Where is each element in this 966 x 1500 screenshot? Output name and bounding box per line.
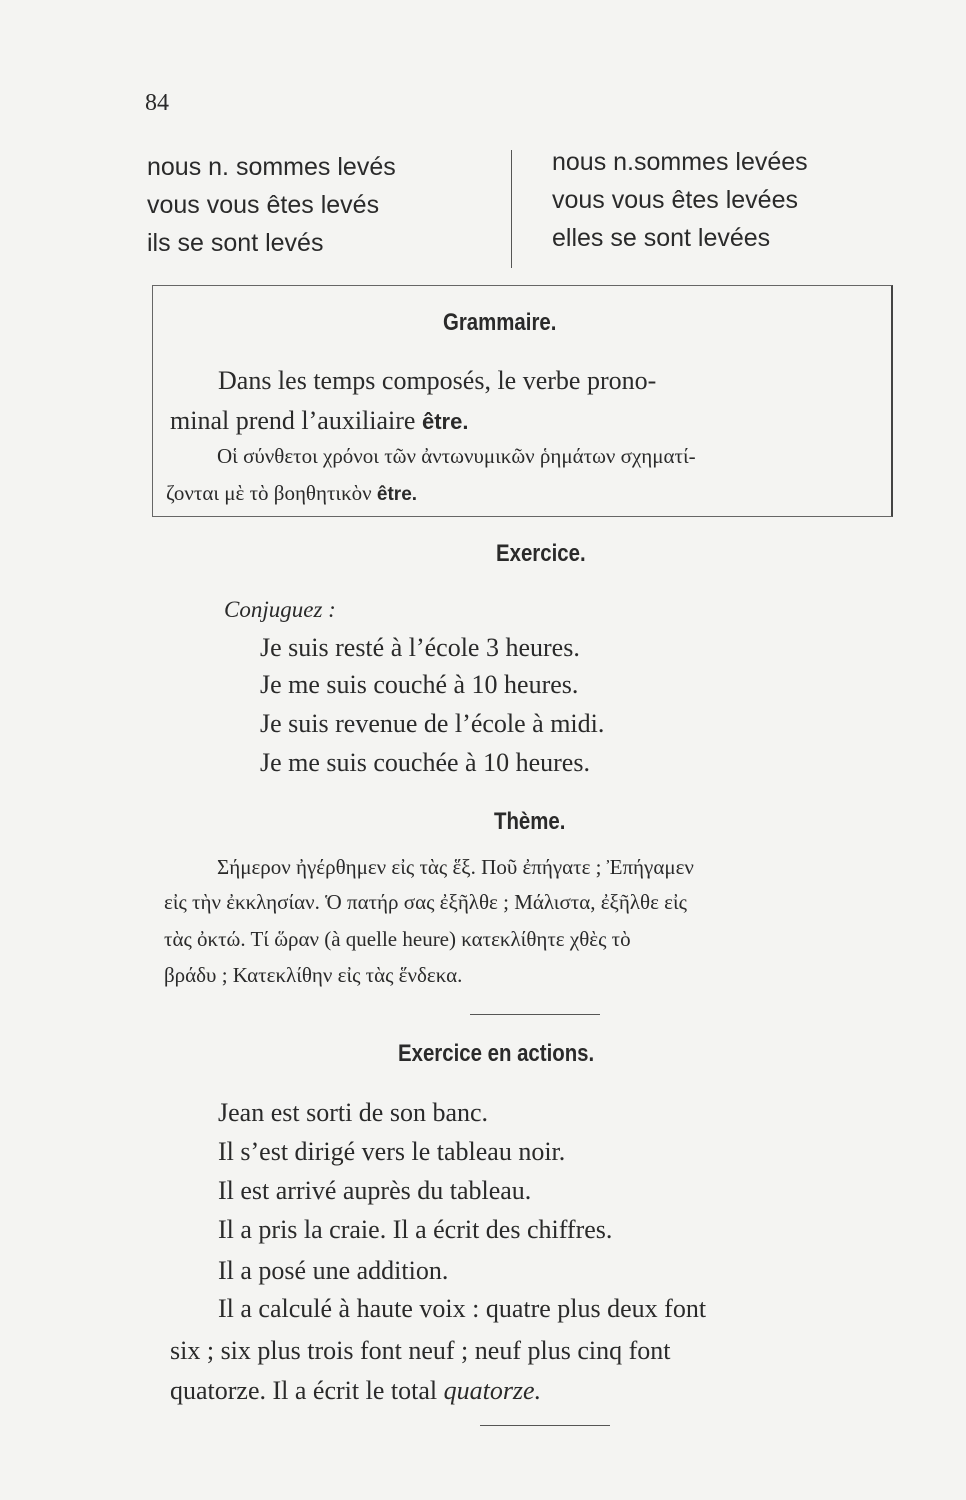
exercise-instruction: Conjuguez : <box>224 597 336 622</box>
exercise-sentence: Je me suis couchée à 10 heures. <box>260 748 590 777</box>
section-divider <box>480 1425 610 1426</box>
actions-line: Jean est sorti de son banc. <box>218 1098 489 1127</box>
conjugation-feminine <box>552 143 808 257</box>
actions-line: Il a pris la craie. Il a écrit des chiffres. <box>218 1215 613 1244</box>
grammar-greek-text: ζονται μὲ τὸ βοηθητικὸν <box>166 481 372 505</box>
actions-heading: Exercice en actions. <box>398 1040 595 1067</box>
exercise-sentence: Je suis resté à l’école 3 heures. <box>260 633 580 662</box>
actions-line <box>170 1376 541 1406</box>
grammar-rule-text: minal prend l’auxiliaire <box>170 406 416 435</box>
grammar-greek-line: Οἱ σύνθετοι χρόνοι τῶν ἀντωνυμικῶν ῥημάτων σχηματί- <box>217 444 696 468</box>
exercise-heading: Exercice. <box>496 540 586 567</box>
conjugation-line: nous n.sommes levées <box>552 148 808 176</box>
theme-line: Σήμερον ἠγέρθημεν εἰς τὰς ἕξ. Ποῦ ἐπήγατε ; Ἐπήγαμεν <box>217 855 694 879</box>
actions-total-word: quatorze. <box>443 1376 542 1405</box>
grammar-heading: Grammaire. <box>443 309 557 336</box>
grammar-bold-term: être. <box>421 409 469 434</box>
section-divider <box>470 1014 600 1015</box>
exercise-sentence: Je me suis couché à 10 heures. <box>260 670 579 699</box>
column-divider <box>511 150 512 268</box>
conjugation-line: vous vous êtes levées <box>552 186 798 214</box>
conjugation-line: elles se sont levées <box>552 224 771 252</box>
actions-line: Il est arrivé auprès du tableau. <box>218 1176 532 1205</box>
conjugation-line: ils se sont levés <box>147 229 324 257</box>
page-number: 84 <box>145 90 169 116</box>
theme-line: βράδυ ; Κατεκλίθην εἰς τὰς ἕνδεκα. <box>164 963 463 987</box>
conjugation-masculine <box>147 148 396 262</box>
actions-line: Il a calculé à haute voix : quatre plus deux font <box>218 1294 707 1323</box>
grammar-rule-line: Dans les temps composés, le verbe prono- <box>218 366 657 395</box>
conjugation-line: nous n. sommes levés <box>147 153 396 181</box>
theme-line: εἰς τὴν ἐκκλησίαν. Ὁ πατήρ σας ἐξῆλθε ; Μάλιστα, ἐξῆλθε εἰς <box>164 890 687 914</box>
grammar-rule-line <box>170 406 468 436</box>
conjugation-line: vous vous êtes levés <box>147 191 380 219</box>
actions-line: six ; six plus trois font neuf ; neuf plus cinq font <box>170 1336 671 1365</box>
actions-line: Il s’est dirigé vers le tableau noir. <box>218 1137 566 1166</box>
grammar-greek-line <box>166 481 417 506</box>
actions-line-text: quatorze. Il a écrit le total <box>170 1376 438 1405</box>
grammar-bold-term: être. <box>376 484 418 505</box>
theme-heading: Thème. <box>494 808 566 835</box>
exercise-sentence: Je suis revenue de l’école à midi. <box>260 709 605 738</box>
theme-line: τὰς ὀκτώ. Τί ὥραν (à quelle heure) κατεκλίθητε χθὲς τὸ <box>164 927 631 951</box>
actions-line: Il a posé une addition. <box>218 1256 449 1285</box>
